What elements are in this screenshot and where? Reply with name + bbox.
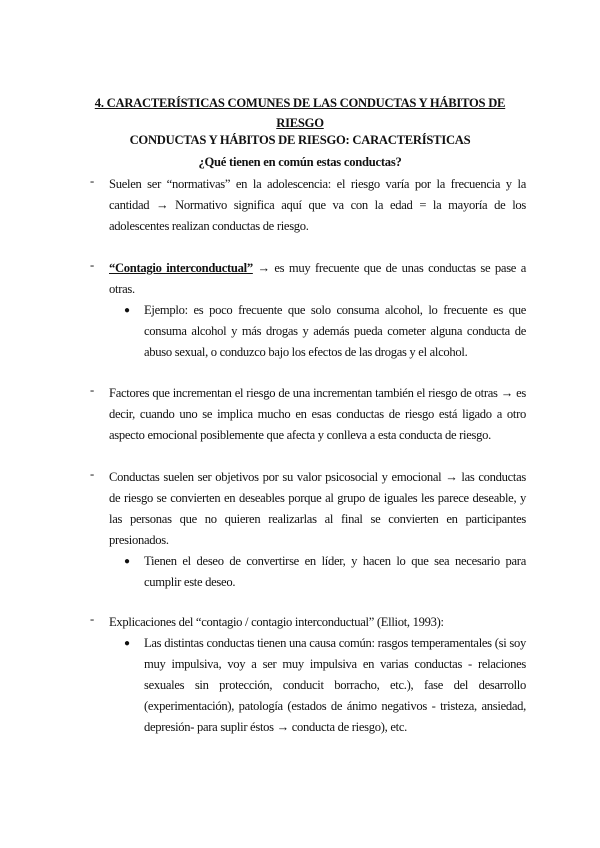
item-text: Explicaciones del “contagio / contagio interconductual” (Elliot, 1993): bbox=[109, 615, 444, 629]
item-text-rest: → es muy frecuente que de unas conductas se pase a otras. bbox=[109, 261, 526, 296]
sub-item-text: Las distintas conductas tienen una causa común: rasgos temperamentales (si soy muy impulsiva, voy a ser muy impulsiva en varias conductas - relaciones sexuales sin protección, conducit borracho, etc.), fase del desarrollo (experimentación), patología (estados de ánimo negativos - tristeza, ansiedad, depresión- para suplir éstos → conducta de riesgo), etc. bbox=[144, 636, 526, 734]
sub-bullet-item bbox=[124, 551, 526, 593]
dash-marker: - bbox=[90, 467, 95, 481]
dash-marker: - bbox=[90, 383, 95, 397]
sub-item-text: Ejemplo: es poco frecuente que solo consuma alcohol, lo frecuente es que consuma alcohol y más drogas y además pueda cometer alguna conducta de abuso sexual, o conduzco bajo los efectos de las drogas y el alcohol. bbox=[144, 303, 526, 359]
item-text: Suelen ser “normativas” en la adolescencia: el riesgo varía por la frecuencia y la cantidad → Normativo significa aquí que va con la edad = la mayoría de los adolescentes realizan conductas de riesgo. bbox=[109, 177, 526, 233]
item-text bbox=[109, 258, 526, 300]
bullet-icon: ● bbox=[124, 556, 131, 567]
list-item bbox=[90, 612, 526, 738]
dash-marker: - bbox=[90, 258, 95, 272]
dash-marker: - bbox=[90, 612, 95, 626]
item-lead-term: “Contagio interconductual” bbox=[109, 261, 253, 275]
sub-bullet-item bbox=[124, 633, 526, 738]
item-text: Conductas suelen ser objetivos por su valor psicosocial y emocional → las conductas de riesgo se convierten en deseables porque al grupo de iguales les parece deseable, y las personas que no quieren realizarlas al final se convierten en participantes presionados. bbox=[109, 470, 526, 547]
list-item bbox=[90, 174, 526, 237]
bullet-icon: ● bbox=[124, 638, 131, 649]
sub-item-text: Tienen el deseo de convertirse en líder, y hacen lo que sea necesario para cumplir este deseo. bbox=[144, 554, 526, 589]
dash-marker: - bbox=[90, 174, 95, 188]
section-title: 4. CARACTERÍSTICAS COMUNES DE LAS CONDUCTAS Y HÁBITOS DE RIESGO bbox=[94, 96, 506, 130]
subtitle: CONDUCTAS Y HÁBITOS DE RIESGO: CARACTERÍSTICAS bbox=[129, 133, 471, 147]
item-text: Factores que incrementan el riesgo de una incrementan también el riesgo de otras → es decir, cuando uno se implica mucho en esas conductas de riesgo está ligado a otro aspecto emocional posiblemente que afecta y conlleva a esta conducta de riesgo. bbox=[109, 386, 526, 442]
list-item bbox=[90, 467, 526, 593]
sub-bullet-item bbox=[124, 300, 526, 363]
bullet-icon: ● bbox=[124, 305, 131, 316]
list-item bbox=[90, 258, 526, 363]
list-item bbox=[90, 383, 526, 446]
question-heading: ¿Qué tienen en común estas conductas? bbox=[198, 155, 402, 169]
